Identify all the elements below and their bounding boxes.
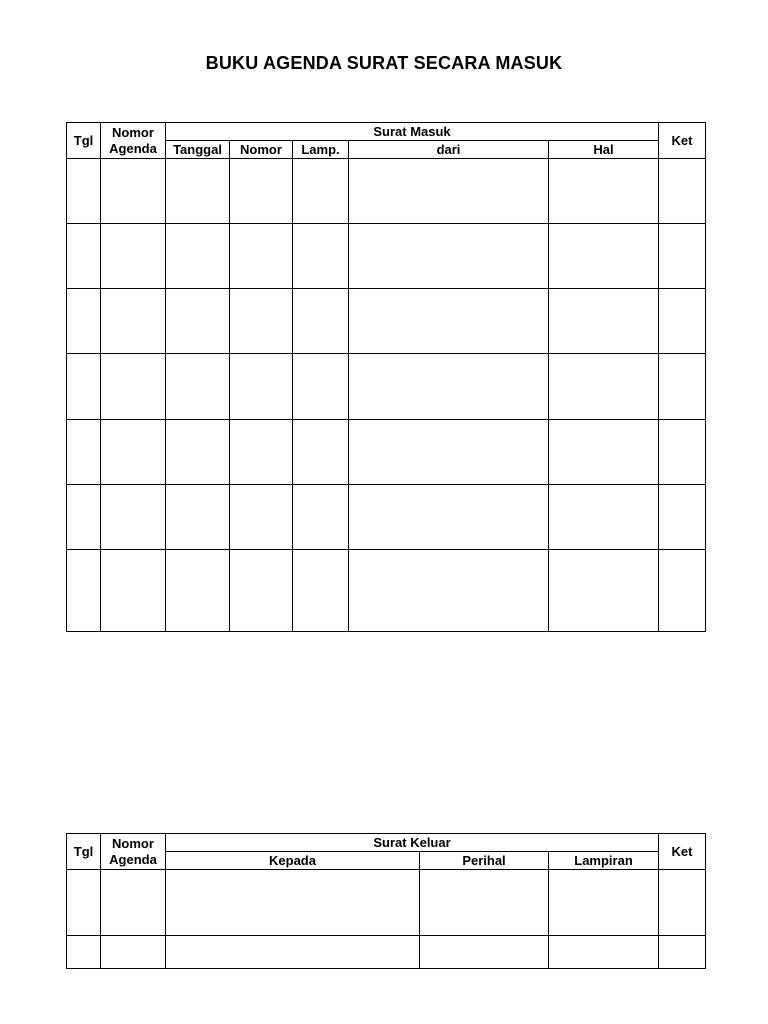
incoming-cell[interactable]	[349, 289, 549, 354]
incoming-cell[interactable]	[293, 289, 349, 354]
outgoing-cell[interactable]	[420, 936, 549, 969]
header-hal: Hal	[549, 141, 659, 159]
outgoing-cell[interactable]	[101, 936, 166, 969]
incoming-row	[67, 420, 706, 485]
outgoing-cell[interactable]	[549, 936, 659, 969]
incoming-cell[interactable]	[67, 550, 101, 632]
incoming-cell[interactable]	[101, 289, 166, 354]
header-tgl: Tgl	[67, 834, 101, 870]
incoming-cell[interactable]	[659, 485, 706, 550]
incoming-cell[interactable]	[349, 354, 549, 420]
outgoing-cell[interactable]	[101, 870, 166, 936]
incoming-cell[interactable]	[166, 224, 230, 289]
incoming-cell[interactable]	[67, 354, 101, 420]
header-surat-keluar: Surat Keluar	[166, 834, 659, 852]
incoming-cell[interactable]	[166, 354, 230, 420]
incoming-cell[interactable]	[549, 550, 659, 632]
incoming-cell[interactable]	[549, 159, 659, 224]
incoming-cell[interactable]	[67, 159, 101, 224]
incoming-cell[interactable]	[349, 224, 549, 289]
header-surat-masuk: Surat Masuk	[166, 123, 659, 141]
incoming-cell[interactable]	[230, 420, 293, 485]
header-tgl: Tgl	[67, 123, 101, 159]
incoming-cell[interactable]	[101, 420, 166, 485]
incoming-cell[interactable]	[549, 224, 659, 289]
header-ket: Ket	[659, 123, 706, 159]
outgoing-cell[interactable]	[420, 870, 549, 936]
incoming-cell[interactable]	[230, 550, 293, 632]
incoming-cell[interactable]	[549, 485, 659, 550]
header-tanggal: Tanggal	[166, 141, 230, 159]
incoming-cell[interactable]	[67, 485, 101, 550]
incoming-cell[interactable]	[293, 420, 349, 485]
incoming-cell[interactable]	[549, 354, 659, 420]
incoming-row	[67, 159, 706, 224]
incoming-cell[interactable]	[166, 289, 230, 354]
outgoing-letters-table	[66, 833, 706, 969]
incoming-cell[interactable]	[230, 485, 293, 550]
incoming-cell[interactable]	[166, 485, 230, 550]
outgoing-cell[interactable]	[67, 870, 101, 936]
incoming-cell[interactable]	[166, 550, 230, 632]
incoming-cell[interactable]	[659, 159, 706, 224]
incoming-cell[interactable]	[101, 224, 166, 289]
outgoing-row	[67, 936, 706, 969]
incoming-cell[interactable]	[293, 550, 349, 632]
outgoing-cell[interactable]	[67, 936, 101, 969]
incoming-cell[interactable]	[349, 485, 549, 550]
incoming-cell[interactable]	[349, 420, 549, 485]
incoming-cell[interactable]	[659, 289, 706, 354]
incoming-cell[interactable]	[659, 354, 706, 420]
incoming-row	[67, 550, 706, 632]
incoming-cell[interactable]	[659, 224, 706, 289]
header-nomor-agenda: Nomor Agenda	[101, 834, 166, 870]
outgoing-row	[67, 870, 706, 936]
incoming-cell[interactable]	[101, 354, 166, 420]
incoming-letters-table	[66, 122, 706, 632]
outgoing-cell[interactable]	[166, 936, 420, 969]
incoming-cell[interactable]	[230, 354, 293, 420]
incoming-cell[interactable]	[166, 159, 230, 224]
incoming-cell[interactable]	[67, 420, 101, 485]
incoming-cell[interactable]	[293, 159, 349, 224]
incoming-row	[67, 485, 706, 550]
incoming-cell[interactable]	[67, 224, 101, 289]
outgoing-cell[interactable]	[659, 870, 706, 936]
outgoing-cell[interactable]	[549, 870, 659, 936]
incoming-cell[interactable]	[101, 159, 166, 224]
header-lampiran: Lampiran	[549, 852, 659, 870]
header-nomor: Nomor	[230, 141, 293, 159]
header-lamp: Lamp.	[293, 141, 349, 159]
incoming-cell[interactable]	[293, 224, 349, 289]
incoming-row	[67, 289, 706, 354]
outgoing-table-body	[67, 870, 706, 969]
page-title: BUKU AGENDA SURAT SECARA MASUK	[205, 53, 563, 73]
incoming-row	[67, 224, 706, 289]
incoming-row	[67, 354, 706, 420]
incoming-cell[interactable]	[166, 420, 230, 485]
incoming-cell[interactable]	[349, 550, 549, 632]
incoming-cell[interactable]	[101, 485, 166, 550]
outgoing-cell[interactable]	[659, 936, 706, 969]
incoming-cell[interactable]	[230, 224, 293, 289]
incoming-cell[interactable]	[659, 420, 706, 485]
incoming-cell[interactable]	[230, 159, 293, 224]
header-nomor-agenda: Nomor Agenda	[101, 123, 166, 159]
incoming-cell[interactable]	[101, 550, 166, 632]
incoming-cell[interactable]	[349, 159, 549, 224]
incoming-cell[interactable]	[293, 354, 349, 420]
header-dari: dari	[349, 141, 549, 159]
incoming-table-body	[67, 159, 706, 632]
outgoing-cell[interactable]	[166, 870, 420, 936]
incoming-cell[interactable]	[659, 550, 706, 632]
incoming-cell[interactable]	[549, 289, 659, 354]
header-kepada: Kepada	[166, 852, 420, 870]
incoming-cell[interactable]	[67, 289, 101, 354]
incoming-cell[interactable]	[549, 420, 659, 485]
incoming-cell[interactable]	[293, 485, 349, 550]
incoming-cell[interactable]	[230, 289, 293, 354]
header-perihal: Perihal	[420, 852, 549, 870]
header-ket: Ket	[659, 834, 706, 870]
